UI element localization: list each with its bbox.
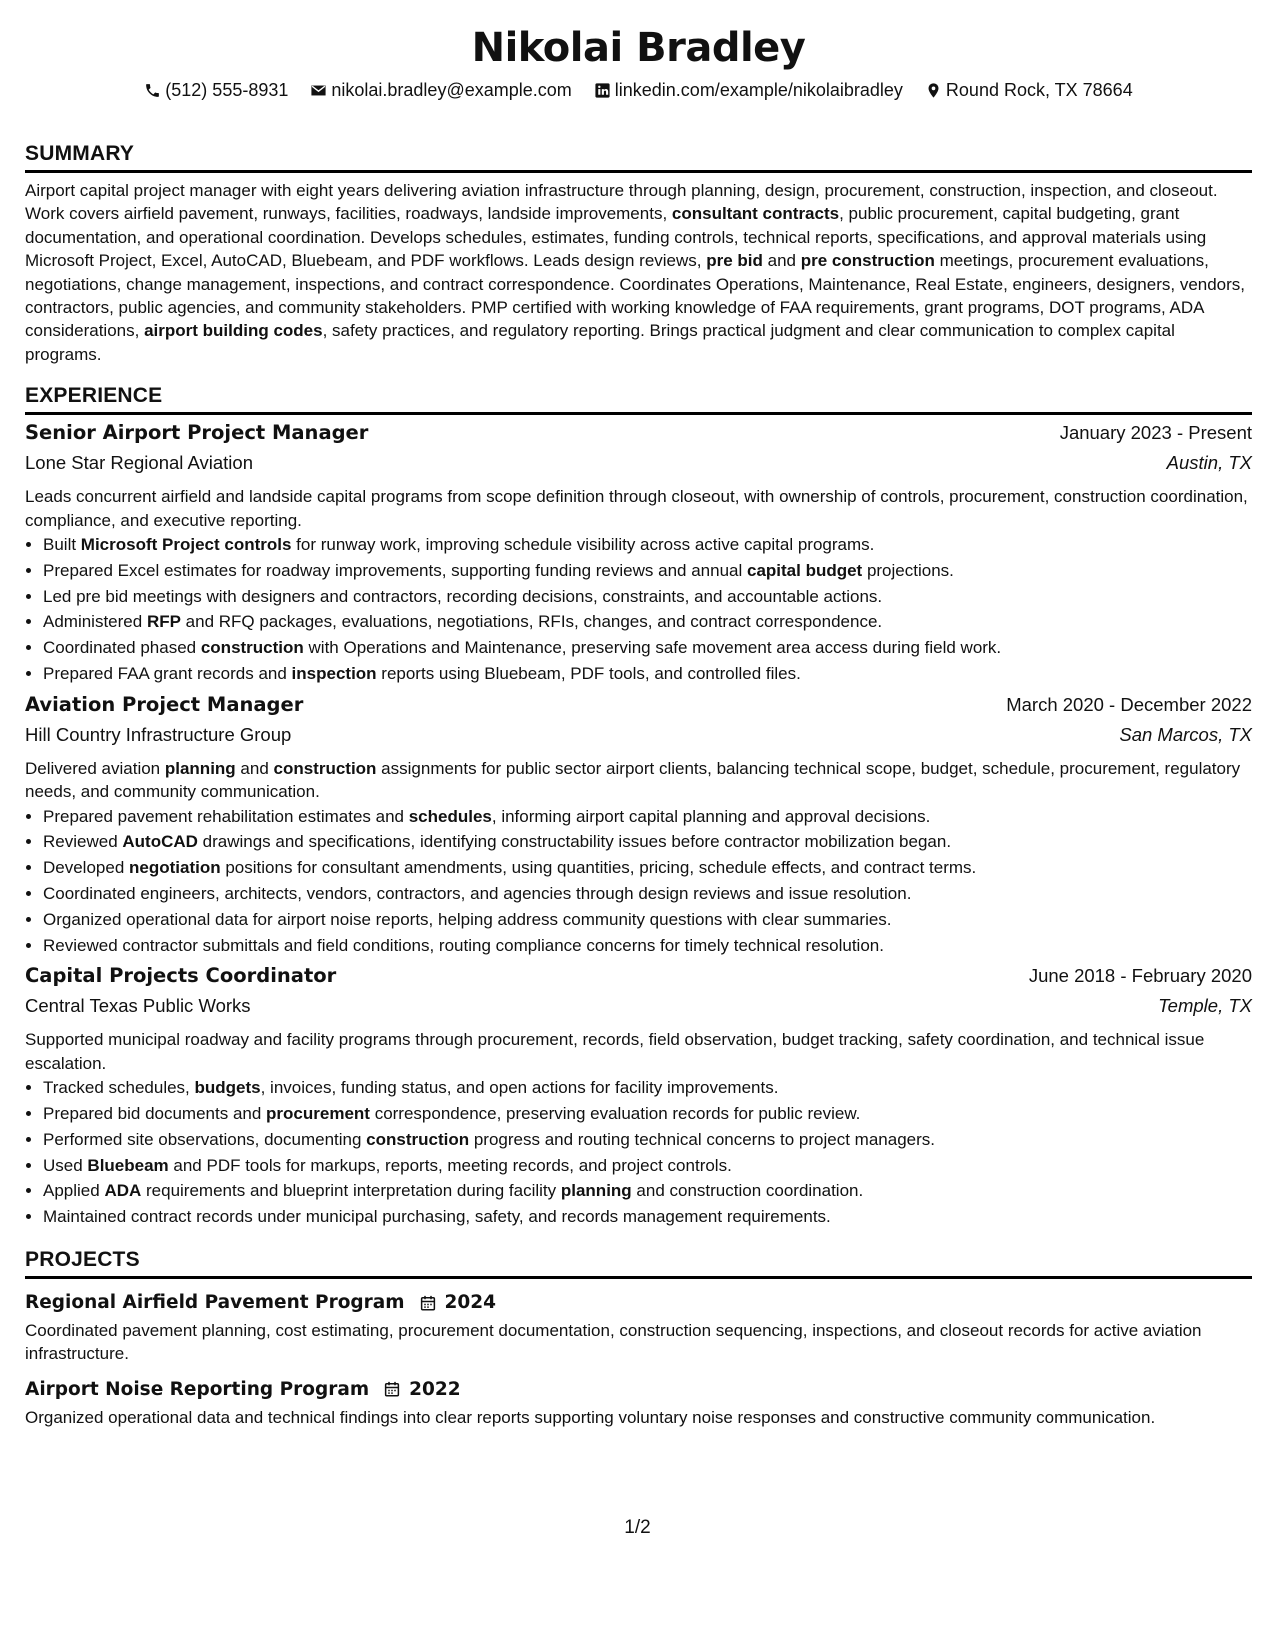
phone-icon bbox=[144, 82, 161, 99]
job-entry bbox=[25, 964, 1252, 1230]
company-name: Hill Country Infrastructure Group bbox=[25, 723, 292, 745]
bold-keyword: construction bbox=[366, 1129, 470, 1149]
bullet-item bbox=[43, 558, 1252, 584]
bullet-item bbox=[43, 829, 1252, 855]
text-segment: Airport capital project manager with eight years delivering aviation infrastructure through planning, design, procurement, construction, inspection, and closeout. Work covers airfield pavement, runways, facilities, roadways, landside improvements, bbox=[25, 181, 1218, 224]
bold-keyword: consultant contracts bbox=[671, 204, 840, 224]
bold-keyword: ADA bbox=[104, 1181, 142, 1201]
project-entry bbox=[25, 1287, 1252, 1366]
job-header bbox=[25, 693, 1252, 724]
bullet-item bbox=[43, 635, 1252, 661]
job-subheader bbox=[25, 452, 1252, 482]
page-number: 1/2 bbox=[624, 1517, 651, 1538]
contact-location bbox=[925, 77, 1133, 103]
job-entry bbox=[25, 693, 1252, 959]
experience-list bbox=[25, 421, 1252, 1230]
job-title: Aviation Project Manager bbox=[25, 692, 304, 716]
resume-page bbox=[25, 0, 1252, 1650]
job-entry bbox=[25, 421, 1252, 687]
text-segment: , informing airport capital planning and approval decisions. bbox=[491, 806, 931, 826]
experience-heading: EXPERIENCE bbox=[25, 383, 1252, 415]
bullet-item bbox=[43, 881, 1252, 907]
bullet-item bbox=[43, 1101, 1252, 1127]
contact-email-text[interactable]: nikolai.bradley@example.com bbox=[331, 80, 572, 100]
bold-keyword: RFP bbox=[146, 612, 181, 632]
job-title: Senior Airport Project Manager bbox=[25, 421, 369, 445]
bold-keyword: inspection bbox=[291, 664, 377, 684]
bold-keyword: capital budget bbox=[746, 560, 863, 580]
bullet-item bbox=[43, 804, 1252, 830]
contact-phone-text[interactable]: (512) 555-8931 bbox=[165, 80, 289, 100]
bold-keyword: planning bbox=[560, 1181, 632, 1201]
job-dates: March 2020 - December 2022 bbox=[1006, 693, 1252, 715]
bullet-item bbox=[43, 1204, 1252, 1230]
text-segment: for runway work, improving schedule visibility across active capital programs. bbox=[291, 535, 875, 555]
bold-keyword: airport building codes bbox=[144, 321, 323, 341]
text-segment: progress and routing technical concerns to project managers. bbox=[469, 1129, 935, 1149]
text-segment: reports using Bluebeam, PDF tools, and controlled files. bbox=[376, 664, 801, 684]
text-segment: Coordinated phased bbox=[43, 638, 201, 658]
project-header bbox=[25, 1374, 1252, 1405]
job-subheader bbox=[25, 724, 1252, 754]
text-segment: Organized operational data for airport noise reports, helping address community questions with clear summaries. bbox=[43, 909, 892, 929]
summary-text bbox=[25, 179, 1252, 366]
job-dates: June 2018 - February 2020 bbox=[1028, 965, 1252, 987]
text-segment: requirements and blueprint interpretation during facility bbox=[141, 1181, 561, 1201]
text-segment: Prepared Excel estimates for roadway improvements, supporting funding reviews and annual bbox=[43, 560, 747, 580]
candidate-name: Nikolai Bradley bbox=[471, 25, 806, 71]
job-bullets bbox=[25, 804, 1252, 959]
text-segment: Prepared bid documents and bbox=[43, 1104, 267, 1124]
bullet-item bbox=[43, 933, 1252, 959]
text-segment: Reviewed bbox=[43, 832, 123, 852]
bullet-item bbox=[43, 907, 1252, 933]
text-segment: and bbox=[762, 251, 801, 271]
bold-keyword: planning bbox=[164, 758, 236, 778]
job-location: San Marcos, TX bbox=[1119, 723, 1252, 745]
project-year: 2022 bbox=[409, 1378, 461, 1400]
contact-location-text: Round Rock, TX 78664 bbox=[945, 80, 1133, 100]
text-segment: Applied bbox=[43, 1181, 105, 1201]
bullet-item bbox=[43, 661, 1252, 687]
text-segment: Used bbox=[43, 1155, 88, 1175]
job-description bbox=[25, 1028, 1252, 1075]
project-name: Regional Airfield Pavement Program bbox=[25, 1292, 405, 1314]
job-bullets bbox=[25, 532, 1252, 687]
bold-keyword: schedules bbox=[408, 806, 492, 826]
text-segment: , safety practices, and regulatory reporting. Brings practical judgment and clear communication to complex capital programs. bbox=[25, 321, 1175, 364]
text-segment: Supported municipal roadway and facility programs through procurement, records, field observation, budget tracking, safety coordination, and technical issue escalation. bbox=[25, 1030, 1205, 1073]
text-segment: , public procurement, capital budgeting, grant documentation, and operational coordination. Develops schedules, estimates, funding controls, technical reports, specifications, and approval materials using Microsoft Project, Excel, AutoCAD, Bluebeam, and PDF workflows. Leads design reviews, bbox=[25, 204, 1207, 271]
job-dates: January 2023 - Present bbox=[1059, 422, 1252, 444]
text-segment: Tracked schedules, bbox=[43, 1078, 195, 1098]
job-location: Temple, TX bbox=[1158, 995, 1252, 1017]
bullet-item bbox=[43, 1178, 1252, 1204]
job-description bbox=[25, 757, 1252, 804]
text-segment: correspondence, preserving evaluation records for public review. bbox=[369, 1104, 861, 1124]
text-segment: Maintained contract records under municipal purchasing, safety, and records management requirements. bbox=[43, 1207, 831, 1227]
bold-keyword: AutoCAD bbox=[122, 832, 198, 852]
text-segment: Coordinated engineers, architects, vendors, contractors, and agencies through design reviews and issue resolution. bbox=[43, 884, 912, 904]
linkedin-icon bbox=[594, 82, 611, 99]
bullet-item bbox=[43, 532, 1252, 558]
text-segment: , invoices, funding status, and open actions for facility improvements. bbox=[260, 1078, 779, 1098]
text-segment: Built bbox=[43, 535, 81, 555]
text-segment: Leads concurrent airfield and landside capital programs from scope definition through closeout, with ownership of controls, procurement, construction coordination, compliance, and executive reporting. bbox=[25, 487, 1248, 530]
bold-keyword: budgets bbox=[194, 1078, 261, 1098]
text-segment: Led pre bid meetings with designers and contractors, recording decisions, constraints, and accountable actions. bbox=[43, 586, 883, 606]
bold-keyword: negotiation bbox=[129, 858, 221, 878]
text-segment: meetings, procurement evaluations, negotiations, change management, inspections, and contract correspondence. Coordinates Operations, Maintenance, Real Estate, engineers, designers, vendors, contractors, public agencies, and community stakeholders. PMP certified with working knowledge of FAA requirements, grant programs, DOT programs, ADA considerations, bbox=[25, 251, 1246, 341]
project-date bbox=[419, 1292, 497, 1313]
text-segment: Administered bbox=[43, 612, 147, 632]
job-bullets bbox=[25, 1075, 1252, 1230]
envelope-icon bbox=[310, 82, 327, 99]
contact-linkedin-text[interactable]: linkedin.com/example/nikolaibradley bbox=[614, 80, 903, 100]
contact-linkedin bbox=[594, 77, 903, 103]
project-name: Airport Noise Reporting Program bbox=[25, 1378, 370, 1400]
bullet-item bbox=[43, 1153, 1252, 1179]
text-segment: Performed site observations, documenting bbox=[43, 1129, 367, 1149]
job-header bbox=[25, 421, 1252, 452]
bullet-item bbox=[43, 609, 1252, 635]
bullet-item bbox=[43, 584, 1252, 610]
text-segment: projections. bbox=[862, 560, 954, 580]
projects-heading: PROJECTS bbox=[25, 1247, 1252, 1279]
summary-heading: SUMMARY bbox=[25, 141, 1252, 173]
job-title: Capital Projects Coordinator bbox=[25, 964, 337, 988]
project-date bbox=[383, 1379, 461, 1400]
job-header bbox=[25, 964, 1252, 995]
bold-keyword: Microsoft Project controls bbox=[80, 535, 292, 555]
contact-bar bbox=[25, 77, 1252, 103]
bullet-item bbox=[43, 1075, 1252, 1101]
job-subheader bbox=[25, 995, 1252, 1025]
project-header bbox=[25, 1287, 1252, 1318]
text-segment: and construction coordination. bbox=[631, 1181, 864, 1201]
company-name: Central Texas Public Works bbox=[25, 995, 251, 1017]
calendar-icon bbox=[419, 1294, 437, 1312]
location-pin-icon bbox=[925, 82, 942, 99]
project-entry bbox=[25, 1374, 1252, 1429]
project-year: 2024 bbox=[444, 1292, 497, 1314]
calendar-icon bbox=[383, 1380, 401, 1398]
bold-keyword: construction bbox=[200, 638, 304, 658]
contact-phone bbox=[144, 77, 288, 103]
text-segment: Prepared FAA grant records and bbox=[43, 664, 292, 684]
text-segment: Reviewed contractor submittals and field conditions, routing compliance concerns for timely technical resolution. bbox=[43, 935, 884, 955]
text-segment: and PDF tools for markups, reports, meeting records, and project controls. bbox=[168, 1155, 732, 1175]
bold-keyword: construction bbox=[273, 758, 377, 778]
text-segment: Prepared pavement rehabilitation estimates and bbox=[43, 806, 409, 826]
job-location: Austin, TX bbox=[1166, 452, 1252, 474]
text-segment: with Operations and Maintenance, preserving safe movement area access during field work. bbox=[303, 638, 1002, 658]
project-description: Organized operational data and technical findings into clear reports supporting voluntary noise responses and constructive community communication. bbox=[25, 1407, 1156, 1427]
text-segment: Developed bbox=[43, 858, 130, 878]
contact-email bbox=[310, 77, 571, 103]
text-segment: drawings and specifications, identifying constructability issues before contractor mobilization began. bbox=[197, 832, 952, 852]
text-segment: positions for consultant amendments, using quantities, pricing, schedule effects, and contract terms. bbox=[220, 858, 977, 878]
bold-keyword: pre bid bbox=[706, 251, 763, 271]
company-name: Lone Star Regional Aviation bbox=[25, 452, 253, 474]
bold-keyword: pre construction bbox=[800, 251, 935, 271]
bullet-item bbox=[43, 1127, 1252, 1153]
text-segment: and bbox=[235, 758, 274, 778]
text-segment: and RFQ packages, evaluations, negotiations, RFIs, changes, and contract correspondence. bbox=[180, 612, 883, 632]
projects-list bbox=[25, 1287, 1252, 1429]
text-segment: Delivered aviation bbox=[25, 758, 165, 778]
text-segment: assignments for public sector airport clients, balancing technical scope, budget, schedule, procurement, regulatory needs, and community communication. bbox=[25, 758, 1241, 802]
project-description: Coordinated pavement planning, cost estimating, procurement documentation, construction sequencing, inspections, and closeout records for active aviation infrastructure. bbox=[25, 1321, 1202, 1364]
bold-keyword: Bluebeam bbox=[87, 1155, 169, 1175]
bold-keyword: procurement bbox=[266, 1104, 370, 1124]
bullet-item bbox=[43, 855, 1252, 881]
job-description bbox=[25, 485, 1252, 532]
